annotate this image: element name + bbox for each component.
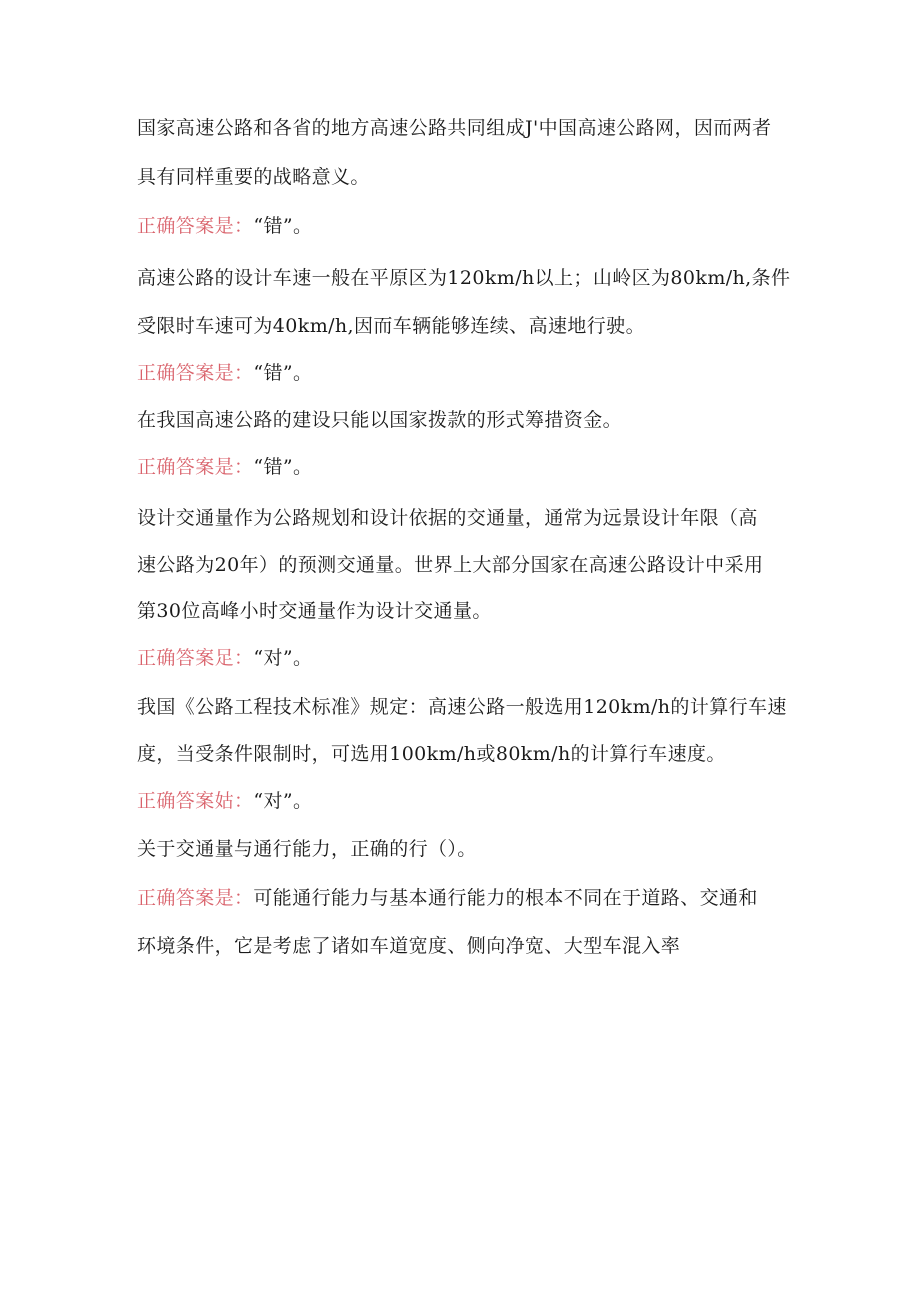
answer-label: 正确答案是： bbox=[137, 456, 254, 478]
answer-value: “对”。 bbox=[253, 790, 313, 812]
answer-label: 正确答案是： bbox=[137, 215, 254, 237]
answer-4 bbox=[137, 646, 797, 670]
answer-3 bbox=[137, 455, 797, 479]
answer-label: 正确答案是： bbox=[137, 362, 254, 384]
answer-label: 正确答案姑： bbox=[137, 790, 254, 812]
answer-value: 可能通行能力与基本通行能力的根本不同在于道路、交通和 bbox=[253, 887, 758, 909]
answer-1 bbox=[137, 214, 797, 238]
question-3-line-1: 在我国高速公路的建设只能以国家拨款的形式筹措资金。 bbox=[137, 409, 623, 431]
answer-2 bbox=[137, 361, 797, 385]
question-1-line-2: 具有同样重要的战略意义。 bbox=[137, 166, 370, 188]
question-4-line-2: 速公路为20年）的预测交通量。世界上大部分国家在高速公路设计中采用 bbox=[137, 554, 764, 576]
question-5-line-1: 我国《公路工程技术标准》规定：高速公路一般选用120km∕h的计算行车速 bbox=[137, 696, 787, 718]
answer-value: “错”。 bbox=[253, 362, 313, 384]
question-4-line-1: 设计交通量作为公路规划和设计依据的交通量，通常为远景设计年限（高 bbox=[137, 507, 758, 529]
question-2-line-2: 受限时车速可为40km∕h,因而车辆能够连续、高速地行驶。 bbox=[137, 315, 645, 337]
question-4-line-3: 第30位高峰小时交通量作为设计交通量。 bbox=[137, 600, 492, 622]
answer-6 bbox=[137, 886, 797, 910]
question-2-line-1: 高速公路的设计车速一般在平原区为120km∕h以上；山岭区为80km∕h,条件 bbox=[137, 267, 791, 289]
question-1-line-1: 国家高速公路和各省的地方高速公路共同组成J'中国高速公路网，因而两者 bbox=[137, 117, 772, 139]
answer-5 bbox=[137, 789, 797, 813]
question-5-line-2: 度，当受条件限制时，可选用100km/h或80km∕h的计算行车速度。 bbox=[137, 743, 726, 765]
answer-value: “错”。 bbox=[253, 215, 313, 237]
answer-value: “错”。 bbox=[253, 456, 313, 478]
answer-label: 正确答案是： bbox=[137, 887, 254, 909]
question-6-line-1: 关于交通量与通行能力，正确的行（）。 bbox=[137, 838, 477, 860]
answer-value: “对”。 bbox=[253, 647, 313, 669]
answer-label: 正确答案足： bbox=[137, 647, 254, 669]
answer-6-continuation: 环境条件，它是考虑了诸如车道宽度、侧向净宽、大型车混入率 bbox=[137, 935, 681, 957]
